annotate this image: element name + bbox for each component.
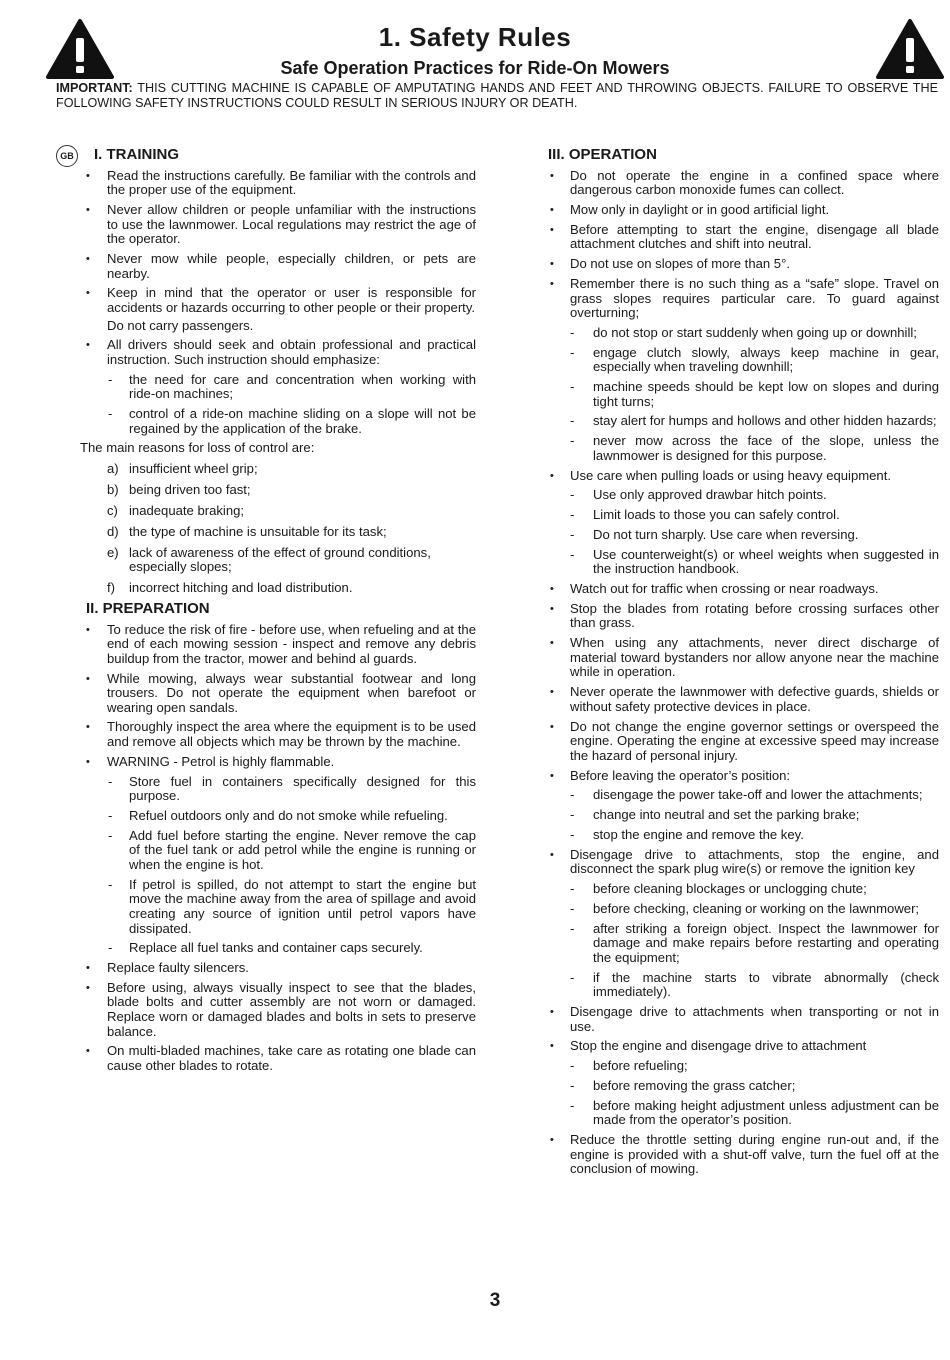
sub-item: - stay alert for humps and hollows and other hidden hazards; [548,414,939,429]
list-item: • Disengage drive to attachments, stop the engine, and disconnect the spark plug wire(s) or remove the ignition key [548,848,939,877]
sub-item: - stop the engine and remove the key. [548,828,939,843]
list-item: • Use care when pulling loads or using heavy equipment. [548,469,939,484]
sub-item: - control of a ride-on machine sliding on a slope will not be regained by the application of the brake. [56,407,476,436]
sub-item: - Refuel outdoors only and do not smoke while refueling. [56,809,476,824]
page-title: 1. Safety Rules [378,22,572,52]
sub-item: - the need for care and concentration when working with ride-on machines; [56,373,476,402]
operation-list [548,169,939,1177]
list-item: • Read the instructions carefully. Be familiar with the controls and the proper use of the equipment. [56,169,476,198]
sub-item: - machine speeds should be kept low on slopes and during tight turns; [548,380,939,409]
important-text: THIS CUTTING MACHINE IS CAPABLE OF AMPUTATING HANDS AND FEET AND THROWING OBJECTS. FAILURE TO OBSERVE THE FOLLOWING SAFETY INSTRUCTIONS COULD RESULT IN SERIOUS INJURY OR DEATH. [56,81,938,110]
reasons-list [56,462,476,596]
sub-item: - do not stop or start suddenly when going up or downhill; [548,326,939,341]
sub-item: - if the machine starts to vibrate abnormally (check immediately). [548,971,939,1000]
list-item: • On multi-bladed machines, take care as rotating one blade can cause other blades to rotate. [56,1044,476,1073]
right-column [548,148,939,1182]
list-item: • All drivers should seek and obtain professional and practical instruction. Such instruction should emphasize: [56,338,476,367]
sub-item: - never mow across the face of the slope, unless the lawnmower is designed for this purpose. [548,434,939,463]
list-item: • Stop the engine and disengage drive to attachment [548,1039,939,1054]
list-item: • Replace faulty silencers. [56,961,476,976]
list-item: • Mow only in daylight or in good artificial light. [548,203,939,218]
list-item: • WARNING - Petrol is highly flammable. [56,755,476,770]
reason-item: e) lack of awareness of the effect of ground conditions, especially slopes; [107,544,431,575]
important-notice [56,81,938,111]
sub-item: - Store fuel in containers specifically designed for this purpose. [56,775,476,804]
passenger-note: Do not carry passengers. [107,317,254,333]
sub-item: - Do not turn sharply. Use care when reversing. [548,528,939,543]
training-list-2 [56,338,476,436]
list-item: • To reduce the risk of fire - before use, when refueling and at the end of each mowing session - inspect and remove any debris buildup from the tractor, mower and behind al guards. [56,623,476,667]
page-subtitle: Safe Operation Practices for Ride-On Mowers [280,58,670,78]
list-item: • Never mow while people, especially children, or pets are nearby. [56,252,476,281]
list-item: • Do not operate the engine in a confined space where dangerous carbon monoxide fumes can collect. [548,169,939,198]
preparation-list [56,623,476,1074]
list-item: • Before leaving the operator’s position: [548,769,939,784]
list-item: • Before using, always visually inspect to see that the blades, blade bolts and cutter assembly are not worn or damaged. Replace worn or damaged blades and bolts in sets to preserve balance. [56,981,476,1039]
sub-item: - If petrol is spilled, do not attempt to start the engine but move the machine away from the area of spillage and avoid creating any source of ignition until petrol vapors have dissipated. [56,878,476,936]
sub-item: - Add fuel before starting the engine. Never remove the cap of the fuel tank or add petrol while the engine is running or when the engine is hot. [56,829,476,873]
list-item: • Reduce the throttle setting during engine run-out and, if the engine is provided with a shut-off valve, turn the fuel off at the conclusion of mowing. [548,1133,939,1177]
sub-item: - before checking, cleaning or working on the lawnmower; [548,902,939,917]
sub-item: - before removing the grass catcher; [548,1079,939,1094]
reason-item: c) inadequate braking; [107,502,245,518]
list-item: • Do not change the engine governor settings or overspeed the engine. Operating the engine at excessive speed may increase the hazard of personal injury. [548,720,939,764]
training-list [56,169,476,316]
operation-heading: III. OPERATION [548,146,657,163]
page-number: 3 [489,1290,501,1311]
sub-item: - Limit loads to those you can safely control. [548,508,939,523]
important-label: IMPORTANT: [56,81,133,95]
sub-item: - disengage the power take-off and lower the attachments; [548,788,939,803]
list-item: • Never allow children or people unfamiliar with the instructions to use the lawnmower. Local regulations may restrict the age of the operator. [56,203,476,247]
list-item: • Thoroughly inspect the area where the equipment is to be used and remove all objects which may be thrown by the machine. [56,720,476,749]
list-item: • Keep in mind that the operator or user is responsible for accidents or hazards occurring to other people or their property. [56,286,476,315]
sub-item: - engage clutch slowly, always keep machine in gear, especially when traveling downhill; [548,346,939,375]
sub-item: - after striking a foreign object. Inspect the lawnmower for damage and make repairs before restarting and operating the equipment; [548,922,939,966]
list-item: • Remember there is no such thing as a “safe” slope. Travel on grass slopes requires particular care. To guard against overturning; [548,277,939,321]
reason-item: f) incorrect hitching and load distribution. [107,580,353,596]
list-item: • While mowing, always wear substantial footwear and long trousers. Do not operate the equipment when barefoot or wearing open sandals. [56,672,476,716]
sub-item: - before refueling; [548,1059,939,1074]
training-heading: I. TRAINING [94,146,179,163]
sub-item: - before making height adjustment unless adjustment can be made from the operator’s position. [548,1099,939,1128]
left-column [56,148,476,1079]
sub-item: - change into neutral and set the parking brake; [548,808,939,823]
preparation-heading: II. PREPARATION [86,599,210,617]
training-section-heading [56,148,476,163]
reason-item: b) being driven too fast; [107,481,251,497]
list-item: • Stop the blades from rotating before crossing surfaces other than grass. [548,602,939,631]
list-item: • When using any attachments, never direct discharge of material toward bystanders nor allow anyone near the machine while in operation. [548,636,939,680]
sub-item: - before cleaning blockages or unclogging chute; [548,882,939,897]
language-badge: GB [56,145,78,167]
list-item: • Before attempting to start the engine, disengage all blade attachment clutches and shift into neutral. [548,223,939,252]
reason-item: d) the type of machine is unsuitable for its task; [107,523,387,539]
sub-item: - Use only approved drawbar hitch points. [548,488,939,503]
reason-item: a) insufficient wheel grip; [107,461,258,476]
list-item: • Disengage drive to attachments when transporting or not in use. [548,1005,939,1034]
list-item: • Do not use on slopes of more than 5°. [548,257,939,272]
sub-item: - Use counterweight(s) or wheel weights when suggested in the instruction handbook. [548,548,939,577]
sub-item: - Replace all fuel tanks and container caps securely. [56,941,476,956]
list-item: • Watch out for traffic when crossing or near roadways. [548,582,939,597]
reasons-intro: The main reasons for loss of control are: [80,440,315,456]
list-item: • Never operate the lawnmower with defective guards, shields or without safety protective devices in place. [548,685,939,714]
